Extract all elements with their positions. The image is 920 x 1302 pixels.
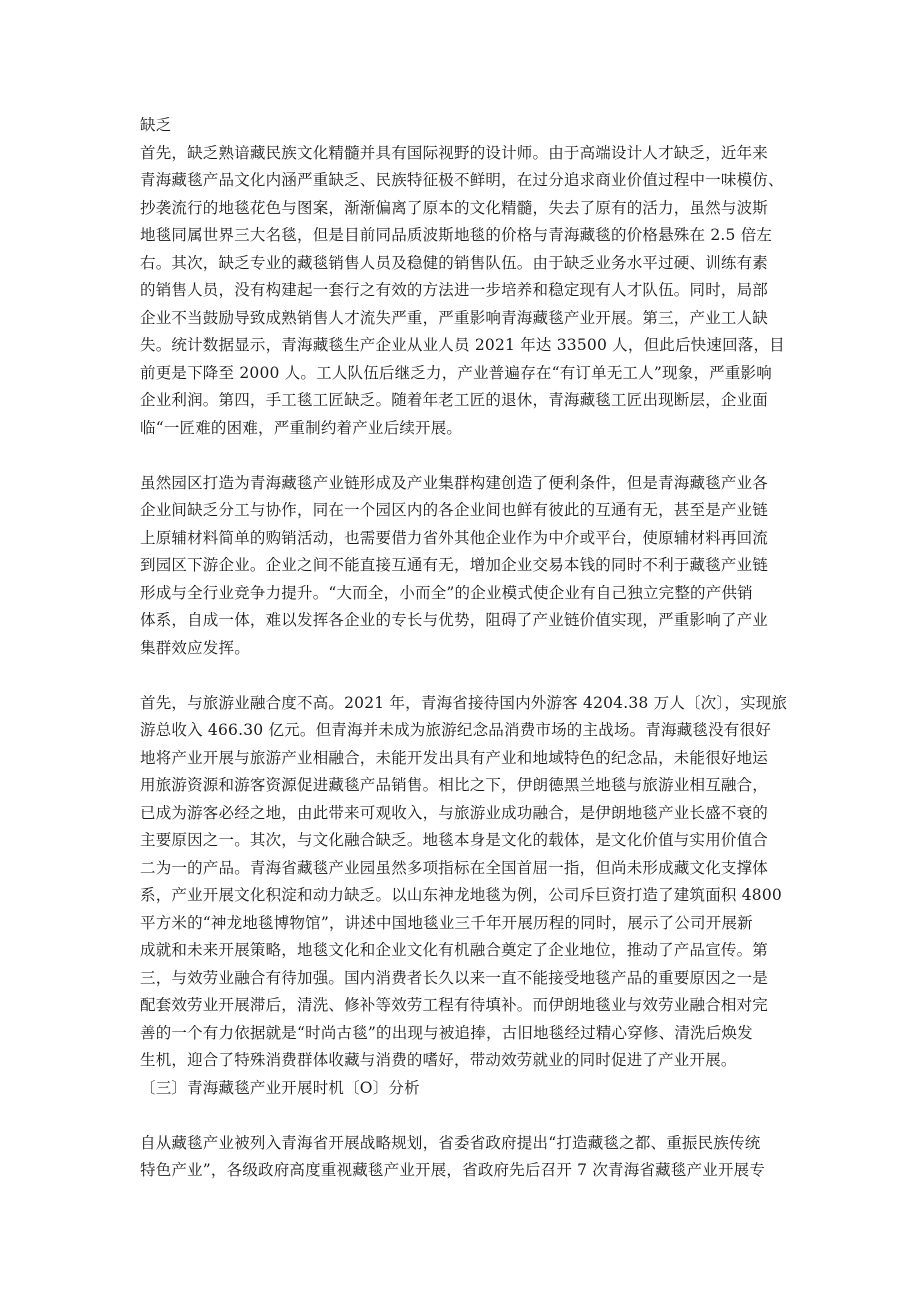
text-line: 企业间缺乏分工与协作，同在一个园区内的各企业间也鲜有彼此的互通有无，甚至是产业链 [140,501,769,519]
text-line: 临“一匠难的困难，严重制约着产业后续开展。 [140,418,463,437]
text-line: 游总收入 466.30 亿元。但青海并未成为旅游纪念品消费市场的主战场。青海藏毯没有很好 [140,721,771,739]
paragraph-gap [140,1102,788,1130]
paragraph-gap [140,662,788,690]
text-line: 平方米的“神龙地毯博物馆”，讲述中国地毯业三千年开展历程的同时，展示了公司开展新 [140,913,753,932]
text-line: 到园区下游企业。企业之间不能直接互通有无，增加企业交易本钱的同时不利于藏毯产业链 [140,556,769,574]
text-line: 地将产业开展与旅游产业相融合，未能开发出具有产业和地域特色的纪念品，未能很好地运 [140,748,769,767]
text-line: 系，产业开展文化积淀和动力缺乏。以山东神龙地毯为例，公司斥巨资打造了建筑面积 4800 [140,886,782,904]
text-line: 上原辅材料简单的购销活动，也需要借力省外其他企业作为中介或平台，使原辅材料再回流 [140,528,769,547]
text-line: 生机，迎合了特殊消费群体收藏与消费的嗜好，带动效劳就业的同时促进了产业开展。 [140,1051,737,1069]
text-line: 配套效劳业开展滞后，清洗、修补等效劳工程有待填补。而伊朗地毯业与效劳业融合相对完 [140,996,769,1014]
paragraph-opportunity [140,1130,788,1185]
text-line: 首先，与旅游业融合度不高。2021 年，青海省接待国内外游客 4204.38 万人〔次〕，实现旅 [140,693,788,712]
section-heading [140,112,788,140]
text-line: 地毯同属世界三大名毯，但是目前同品质波斯地毯的价格与青海藏毯的价格悬殊在 2.5 倍左 [140,226,773,244]
subsection-heading: 〔三〕青海藏毯产业开展时机〔O〕分析 [140,1078,420,1097]
document-page [140,112,788,1185]
text-line: 虽然园区打造为青海藏毯产业链形成及产业集群构建创造了便利条件，但是青海藏毯产业各 [140,473,769,492]
text-line: 前更是下降至 2000 人。工人队伍后继乏力，产业普遍存在“有订单无工人”现象，严重影响 [140,363,772,382]
text-line: 抄袭流行的地毯花色与图案，渐渐偏离了原本的文化精髓，失去了原有的活力，虽然与波斯 [140,198,769,217]
text-line: 首先，缺乏熟谙藏民族文化精髓并具有国际视野的设计师。由于高端设计人才缺乏，近年来 [140,143,769,162]
text-line: 集群效应发挥。 [140,638,250,657]
text-line: 企业利润。第四，手工毯工匠缺乏。随着年老工匠的退休，青海藏毯工匠出现断层，企业面 [140,391,769,409]
paragraph-talent-shortage [140,140,788,443]
text-line: 企业不当鼓励导致成熟销售人才流失严重，严重影响青海藏毯产业开展。第三，产业工人缺 [140,308,769,327]
paragraph-gap [140,442,788,470]
text-line: 体系，自成一体，难以发挥各企业的专长与优势，阻碍了产业链价值实现，严重影响了产业 [140,611,769,629]
text-line: 的销售人员，没有构建起一套行之有效的方法进一步培养和稳定现有人才队伍。同时，局部 [140,281,769,299]
paragraph-industry-integration [140,690,788,1103]
text-line: 右。其次，缺乏专业的藏毯销售人员及稳健的销售队伍。由于缺乏业务水平过硬、训练有素 [140,253,769,272]
text-line: 三，与效劳业融合有待加强。国内消费者长久以来一直不能接受地毯产品的重要原因之一是 [140,968,769,987]
text-line: 失。统计数据显示，青海藏毯生产企业从业人员 2021 年达 33500 人，但此后快速回落，目 [140,336,785,354]
text-line: 用旅游资源和游客资源促进藏毯产品销售。相比之下，伊朗德黑兰地毯与旅游业相互融合， [140,776,769,794]
text-line: 青海藏毯产品文化内涵严重缺乏、民族特征极不鲜明，在过分追求商业价值过程中一味模仿、 [140,171,784,189]
text-line: 二为一的产品。青海省藏毯产业园虽然多项指标在全国首屈一指，但尚未形成藏文化支撑体 [140,858,769,877]
text-line: 特色产业”，各级政府高度重视藏毯产业开展，省政府先后召开 7 次青海省藏毯产业开展专 [140,1161,766,1179]
text-line: 形成与全行业竞争力提升。“大而全，小而全”的企业模式使企业有自己独立完整的产供销 [140,583,753,602]
text-line: 自从藏毯产业被列入青海省开展战略规划，省委省政府提出“打造藏毯之都、重振民族传统 [140,1133,761,1152]
text-line: 善的一个有力依据就是“时尚古毯”的出现与被追捧，古旧地毯经过精心穿修、清洗后焕发 [140,1023,753,1042]
paragraph-industry-cluster [140,470,788,663]
text-line: 主要原因之一。其次，与文化融合缺乏。地毯本身是文化的载体，是文化价值与实用价值合 [140,831,769,849]
text-line: 成就和未来开展策略，地毯文化和企业文化有机融合奠定了企业地位，推动了产品宣传。第 [140,941,769,959]
text-line: 已成为游客必经之地，由此带来可观收入，与旅游业成功融合，是伊朗地毯产业长盛不衰的 [140,803,769,822]
heading-line: 缺乏 [140,116,172,134]
